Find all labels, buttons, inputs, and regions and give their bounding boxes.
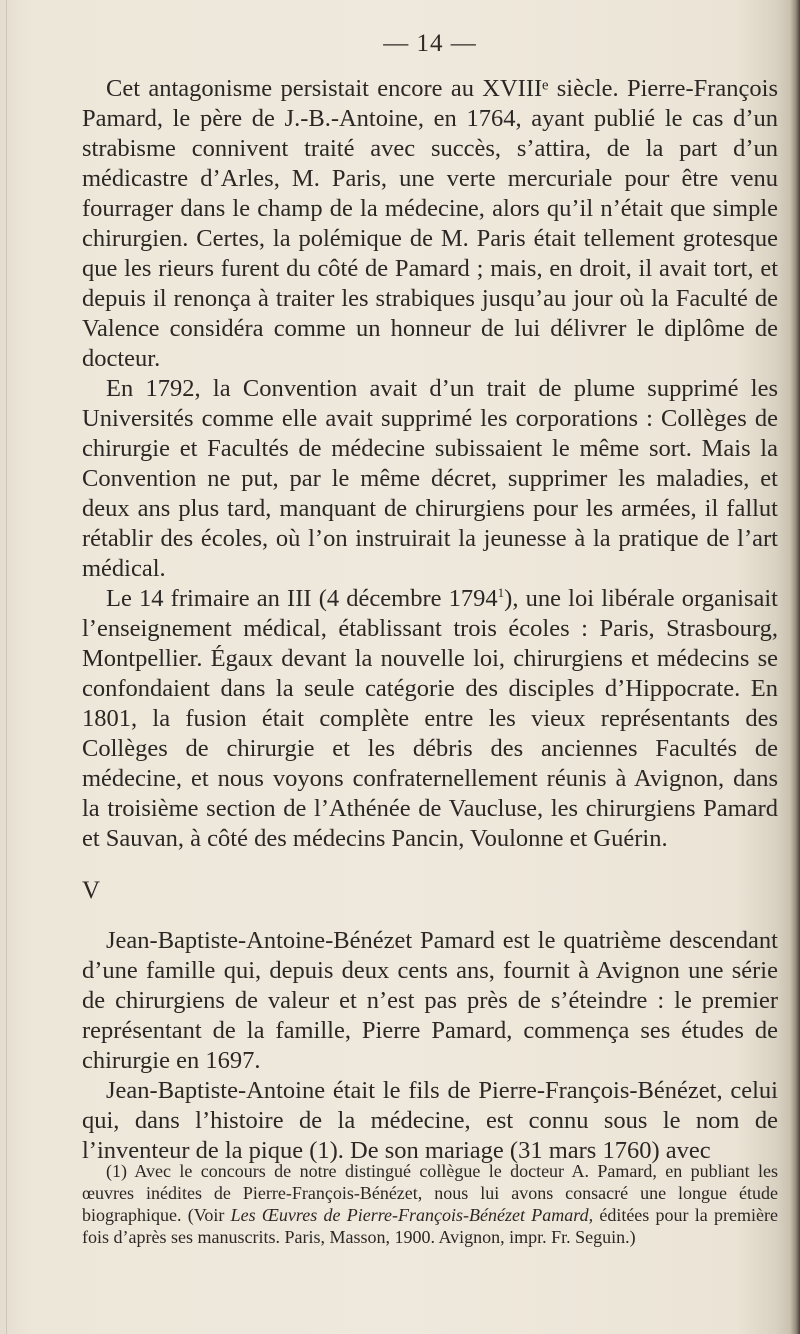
page-left-crease xyxy=(6,0,7,1334)
page-number: — 14 — xyxy=(383,30,477,57)
paragraph-pamard-family: Jean-Baptiste-Antoine-Bénézet Pamard est le quatrième descendant d’une famille qui, depuis deux cents ans, fournit à Avignon une série de chirurgiens de valeur et n’est pas près de s’éteindre : le premier représentant de la famille, Pierre Pamard, commença ses études de chirurgie en 1697. xyxy=(82,927,778,1074)
paragraph-frimaire-start: Le 14 frimaire an III (4 décembre 1794 xyxy=(106,585,498,612)
footnote-part-2: éditées pour la première fois d’après ses manuscrits. Paris, Masson, 1900. Avignon, impr. Fr. Seguin.) xyxy=(82,1205,779,1247)
paragraph-jean-baptiste: Jean-Baptiste-Antoine était le fils de Pierre-François-Bénézet, celui qui, dans l’histoire de la médecine, est connu sous le nom de l’inventeur de la pique (1). De son mariage (31 mars 1760) avec xyxy=(82,1077,778,1164)
footnote-book-title: Les Œuvres de Pierre-François-Bénézet Pamard, xyxy=(230,1205,594,1225)
paragraph-convention: En 1792, la Convention avait d’un trait de plume supprimé les Universités comme elle avait supprimé les corporations : Collèges de chirurgie et Facultés de médecine subissaient le même sort. Mais la Convention ne put, par le même décret, supprimer les maladies, et deux ans plus tard, manquant de chirurgiens pour les armées, il fallut rétablir des écoles, où l’on instruirait la jeunesse à la pratique de l’art médical. xyxy=(82,375,778,582)
footnote xyxy=(82,1160,778,1248)
main-text xyxy=(82,74,778,1166)
section-heading: V xyxy=(82,877,101,904)
paragraph-frimaire-rest: ), une loi libérale organisait l’enseignement médical, établissant trois écoles : Paris, Strasbourg, Montpellier. Égaux devant la nouvelle loi, chirurgiens et médecins se confondaient dans la seule catégorie des disciples d’Hippocrate. En 1801, la fusion était complète entre les vieux représentants des Collèges de chirurgie et les débris des anciennes Facultés de médecine, et nous voyons confraternellement réunis à Avignon, dans la troisième section de l’Athénée de Vaucluse, les chirurgiens Pamard et Sauvan, à côté des médecins Pancin, Voulonne et Guérin. xyxy=(82,585,778,852)
footnote-ref-1: 1 xyxy=(497,584,505,600)
footnote-text xyxy=(82,1160,778,1248)
footnote-part-1: (1) Avec le concours de notre distingué collègue le docteur A. Pamard, en publiant les œuvres inédites de Pierre-François-Bénézet, nous lui avons consacré une longue étude biographique. (Voir xyxy=(82,1161,778,1225)
page-edge-shadow xyxy=(790,0,800,1334)
paragraph-antagonisme: Cet antagonisme persistait encore au XVIIIᵉ siècle. Pierre-François Pamard, le père de J.-B.-Antoine, en 1764, ayant publié le cas d’un strabisme connivent traité avec succès, s’attira, de la part d’un médicastre d’Arles, M. Paris, une verte mercuriale pour être venu fourrager dans le champ de la médecine, alors qu’il n’était que simple chirurgien. Certes, la polémique de M. Paris était tellement grotesque que les rieurs furent du côté de Pamard ; mais, en droit, il avait tort, et depuis il renonça à traiter les strabiques jusqu’au jour où la Faculté de Valence considéra comme un honneur de lui délivrer le diplôme de docteur. xyxy=(82,75,778,372)
paragraph-frimaire xyxy=(82,584,778,854)
